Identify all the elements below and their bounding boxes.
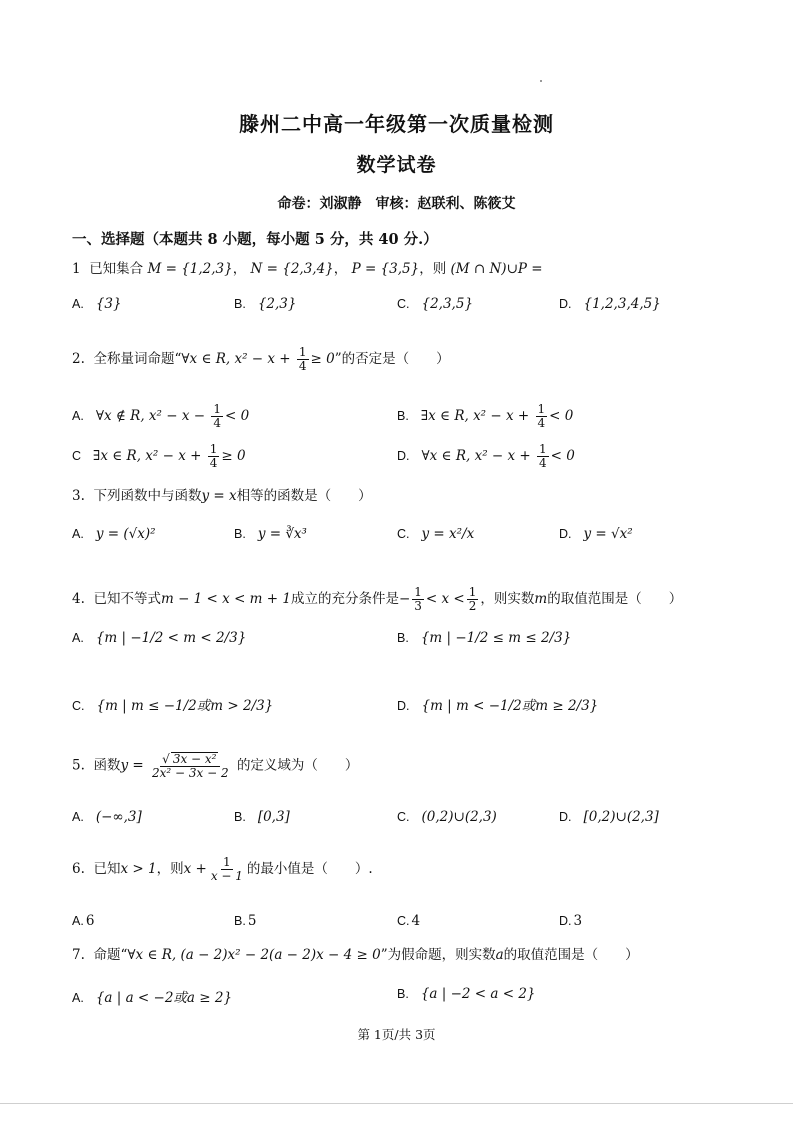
q2-number: 2. xyxy=(72,351,85,367)
fraction-denominator: 2 xyxy=(468,599,477,613)
q4-option-d[interactable] xyxy=(397,694,598,714)
q7-option-a[interactable] xyxy=(72,986,232,1006)
option-label: C. xyxy=(72,699,85,713)
option-label: A. xyxy=(72,991,84,1005)
scan-speck xyxy=(540,80,542,82)
option-value: {a | −2 < a < 2} xyxy=(420,986,536,1002)
option-label: B. xyxy=(397,631,409,645)
q3-text: 下列函数中与函数 xyxy=(93,488,202,504)
q4-option-b[interactable] xyxy=(397,630,571,646)
option-rhs: ≥ 0 xyxy=(221,448,246,464)
q4-tail: ，则实数 xyxy=(480,591,535,607)
q6-option-b[interactable] xyxy=(234,913,256,929)
fraction-numerator: 1 xyxy=(223,855,231,869)
fraction-denominator: x − 1 xyxy=(210,869,243,883)
fraction-denominator: 3 xyxy=(414,599,422,613)
option-lhs: ∀x ∈ R, x² − x + xyxy=(421,448,536,464)
q6-option-d[interactable] xyxy=(559,913,582,929)
q5-option-b[interactable] xyxy=(234,809,290,825)
q1-set-p: P = {3,5} xyxy=(351,261,420,277)
option-value: 4 xyxy=(411,913,421,929)
question-2 xyxy=(72,346,450,373)
option-value: {a | a < −2或a ≥ 2} xyxy=(95,990,233,1006)
option-label: D. xyxy=(559,297,572,311)
q7-suffix: ”为假命题，则实数 xyxy=(380,947,496,963)
option-label: C. xyxy=(397,297,410,311)
option-value: {m | −1/2 ≤ m ≤ 2/3} xyxy=(420,630,572,646)
q1-number: 1 xyxy=(72,261,81,277)
q1-then: ，则 xyxy=(419,261,447,277)
q2-statement: ∀x ∈ R, x² − x + xyxy=(181,351,295,367)
option-label: A. xyxy=(72,914,84,928)
q3-number: 3. xyxy=(72,488,85,504)
option-value: {m | −1/2 < m < 2/3} xyxy=(95,630,247,646)
fraction-numerator: 1 xyxy=(539,442,547,456)
option-label: D. xyxy=(397,699,410,713)
q2-option-b[interactable] xyxy=(397,403,573,430)
q3-option-b[interactable] xyxy=(234,526,307,542)
option-label: C xyxy=(72,449,82,463)
q5-fraction xyxy=(150,752,231,780)
q1-option-a[interactable] xyxy=(72,296,122,312)
option-label: B. xyxy=(234,297,246,311)
option-value: y = ∛x³ xyxy=(257,526,307,542)
option-label: A. xyxy=(72,409,84,423)
q6-suffix: 的最小值是（ ）. xyxy=(246,861,373,877)
q2-prefix: 全称量词命题“ xyxy=(93,351,182,367)
q4-number: 4. xyxy=(72,591,85,607)
fraction-denominator: 4 xyxy=(209,456,218,470)
q6-fraction xyxy=(209,856,245,883)
page-edge-line xyxy=(0,1103,793,1104)
q4-fraction-half xyxy=(467,586,479,613)
option-value: {3} xyxy=(95,296,122,312)
q2-option-a[interactable] xyxy=(72,403,249,430)
option-label: D. xyxy=(559,914,572,928)
option-label: D. xyxy=(397,449,410,463)
q5-option-c[interactable] xyxy=(397,809,497,825)
fraction-numerator: 1 xyxy=(414,585,422,599)
question-4 xyxy=(72,586,682,613)
option-label: D. xyxy=(559,527,572,541)
option-lhs: ∃x ∈ R, x² − x + xyxy=(420,408,534,424)
q2-inequality: ≥ 0 xyxy=(310,351,335,367)
q7-tail: 的取值范围是（ ） xyxy=(503,947,639,963)
fraction-numerator: 1 xyxy=(468,585,477,599)
q2-fraction xyxy=(297,346,309,373)
option-label: C. xyxy=(397,527,410,541)
q1-option-d[interactable] xyxy=(559,296,661,312)
option-value: (−∞,3] xyxy=(95,809,142,825)
fraction-numerator: 1 xyxy=(537,402,546,416)
q7-number: 7. xyxy=(72,947,85,963)
page-number: 第 1页/共 3页 xyxy=(357,1027,436,1042)
option-label: A. xyxy=(72,527,84,541)
question-3 xyxy=(72,484,372,504)
option-value: 6 xyxy=(85,913,95,929)
option-value: 5 xyxy=(247,913,257,929)
q1-set-m: M = {1,2,3} xyxy=(147,261,233,277)
option-rhs: < 0 xyxy=(224,408,250,424)
q6-number: 6. xyxy=(72,861,85,877)
option-label: B. xyxy=(397,409,409,423)
q1-expression: (M ∩ N)∪P = xyxy=(450,261,543,277)
authors-line: 命卷：刘淑静 审核：赵联利、陈筱艾 xyxy=(277,196,516,212)
q5-suffix: 的定义域为（ ） xyxy=(236,757,359,774)
section-heading: 一、选择题（本题共 8 小题，每小题 5 分，共 40 分.） xyxy=(72,231,438,248)
option-lhs: ∀x ∉ R, x² − x − xyxy=(95,408,210,424)
q5-number: 5. xyxy=(72,757,85,774)
option-fraction xyxy=(211,403,223,430)
question-7 xyxy=(72,943,639,963)
option-fraction xyxy=(537,443,549,470)
option-fraction xyxy=(536,403,548,430)
q6-text: 已知 xyxy=(93,861,121,877)
q6-condition: x > 1 xyxy=(120,861,157,877)
q3-option-d[interactable] xyxy=(559,526,633,542)
fraction-denominator: 4 xyxy=(537,416,546,430)
q7-option-b[interactable] xyxy=(397,986,536,1002)
q2-option-d[interactable] xyxy=(397,443,575,470)
q5-function: y = xyxy=(120,757,144,774)
option-label: A. xyxy=(72,297,84,311)
q1-text: 已知集合 xyxy=(89,261,144,277)
q4-fraction-third xyxy=(412,586,424,613)
fraction-numerator: 1 xyxy=(213,402,221,416)
option-label: C. xyxy=(397,914,410,928)
option-rhs: < 0 xyxy=(549,408,574,424)
q3-function: y = x xyxy=(201,488,237,504)
fraction-numerator: 1 xyxy=(209,442,218,456)
option-value: {2,3,5} xyxy=(421,296,474,312)
q3-suffix: 相等的函数是（ ） xyxy=(236,488,372,504)
q4-variable: m xyxy=(534,591,548,607)
option-label: D. xyxy=(559,810,572,824)
q4-middle: 成立的充分条件是 xyxy=(290,591,399,607)
option-label: B. xyxy=(234,914,246,928)
subject-title: 数学试卷 xyxy=(356,154,437,176)
q5-option-a[interactable] xyxy=(72,809,142,825)
question-6 xyxy=(72,856,373,883)
option-value: {m | m < −1/2或m ≥ 2/3} xyxy=(421,698,599,714)
option-rhs: < 0 xyxy=(550,448,575,464)
q4-option-a[interactable] xyxy=(72,630,246,646)
q1-set-n: N = {2,3,4} xyxy=(250,261,334,277)
option-label: A. xyxy=(72,631,84,645)
fraction-denominator: 4 xyxy=(539,456,547,470)
q5-text: 函数 xyxy=(93,757,121,774)
q6-middle: ，则 xyxy=(156,861,184,877)
option-value: [0,3] xyxy=(257,809,290,825)
q7-variable: a xyxy=(495,947,504,963)
option-value: 3 xyxy=(573,913,583,929)
q7-statement: ∀x ∈ R, (a − 2)x² − 2(a − 2)x − 4 ≥ 0 xyxy=(127,947,381,963)
fraction-denominator: 4 xyxy=(298,359,307,373)
q3-option-a[interactable] xyxy=(72,526,156,542)
q4-text: 已知不等式 xyxy=(93,591,161,607)
option-label: C. xyxy=(397,810,410,824)
option-value: {2,3} xyxy=(257,296,297,312)
question-5 xyxy=(72,752,358,780)
fraction-denominator: 2x² − 3x − 2 xyxy=(152,766,229,780)
q4-suffix: 的取值范围是（ ） xyxy=(547,591,683,607)
radicand: 3x − x² xyxy=(172,752,217,766)
option-label: B. xyxy=(234,810,246,824)
q6-expression: x + xyxy=(183,861,207,877)
option-label: B. xyxy=(397,987,409,1001)
q4-condition: < x < xyxy=(425,591,465,607)
q4-inequality: m − 1 < x < m + 1 xyxy=(160,591,291,607)
option-value: {m | m ≤ −1/2或m > 2/3} xyxy=(96,698,274,714)
option-value: y = (√x)² xyxy=(95,526,156,542)
q3-option-c[interactable] xyxy=(397,526,474,542)
option-value: y = √x² xyxy=(583,526,633,542)
q5-option-d[interactable] xyxy=(559,809,659,825)
option-value: y = x²/x xyxy=(421,526,475,542)
option-value: (0,2)∪(2,3) xyxy=(421,809,497,825)
fraction-numerator: √ 3x − x² xyxy=(160,752,220,767)
q7-prefix: 命题“ xyxy=(93,947,128,963)
q1-option-b[interactable] xyxy=(234,296,296,312)
q4-minus: − xyxy=(398,591,411,607)
q4-option-c[interactable] xyxy=(72,694,273,714)
option-label: A. xyxy=(72,810,84,824)
school-title: 滕州二中高一年级第一次质量检测 xyxy=(239,112,554,136)
option-value: [0,2)∪(2,3] xyxy=(583,809,659,825)
option-value: {1,2,3,4,5} xyxy=(583,296,661,312)
q2-option-c[interactable] xyxy=(72,443,246,470)
q6-option-c[interactable] xyxy=(397,913,420,929)
q1-option-c[interactable] xyxy=(397,296,473,312)
fraction-denominator: 4 xyxy=(213,416,221,430)
q6-option-a[interactable] xyxy=(72,913,94,929)
q2-suffix: ”的否定是（ ） xyxy=(334,351,450,367)
option-lhs: ∃x ∈ R, x² − x + xyxy=(93,448,206,464)
option-label: B. xyxy=(234,527,246,541)
option-fraction xyxy=(208,443,220,470)
fraction-numerator: 1 xyxy=(298,345,307,359)
question-1: 1 已知集合 M = {1,2,3}， N = {2,3,4}， P = {3,5}，则 (M ∩ N)∪P = xyxy=(72,261,543,277)
